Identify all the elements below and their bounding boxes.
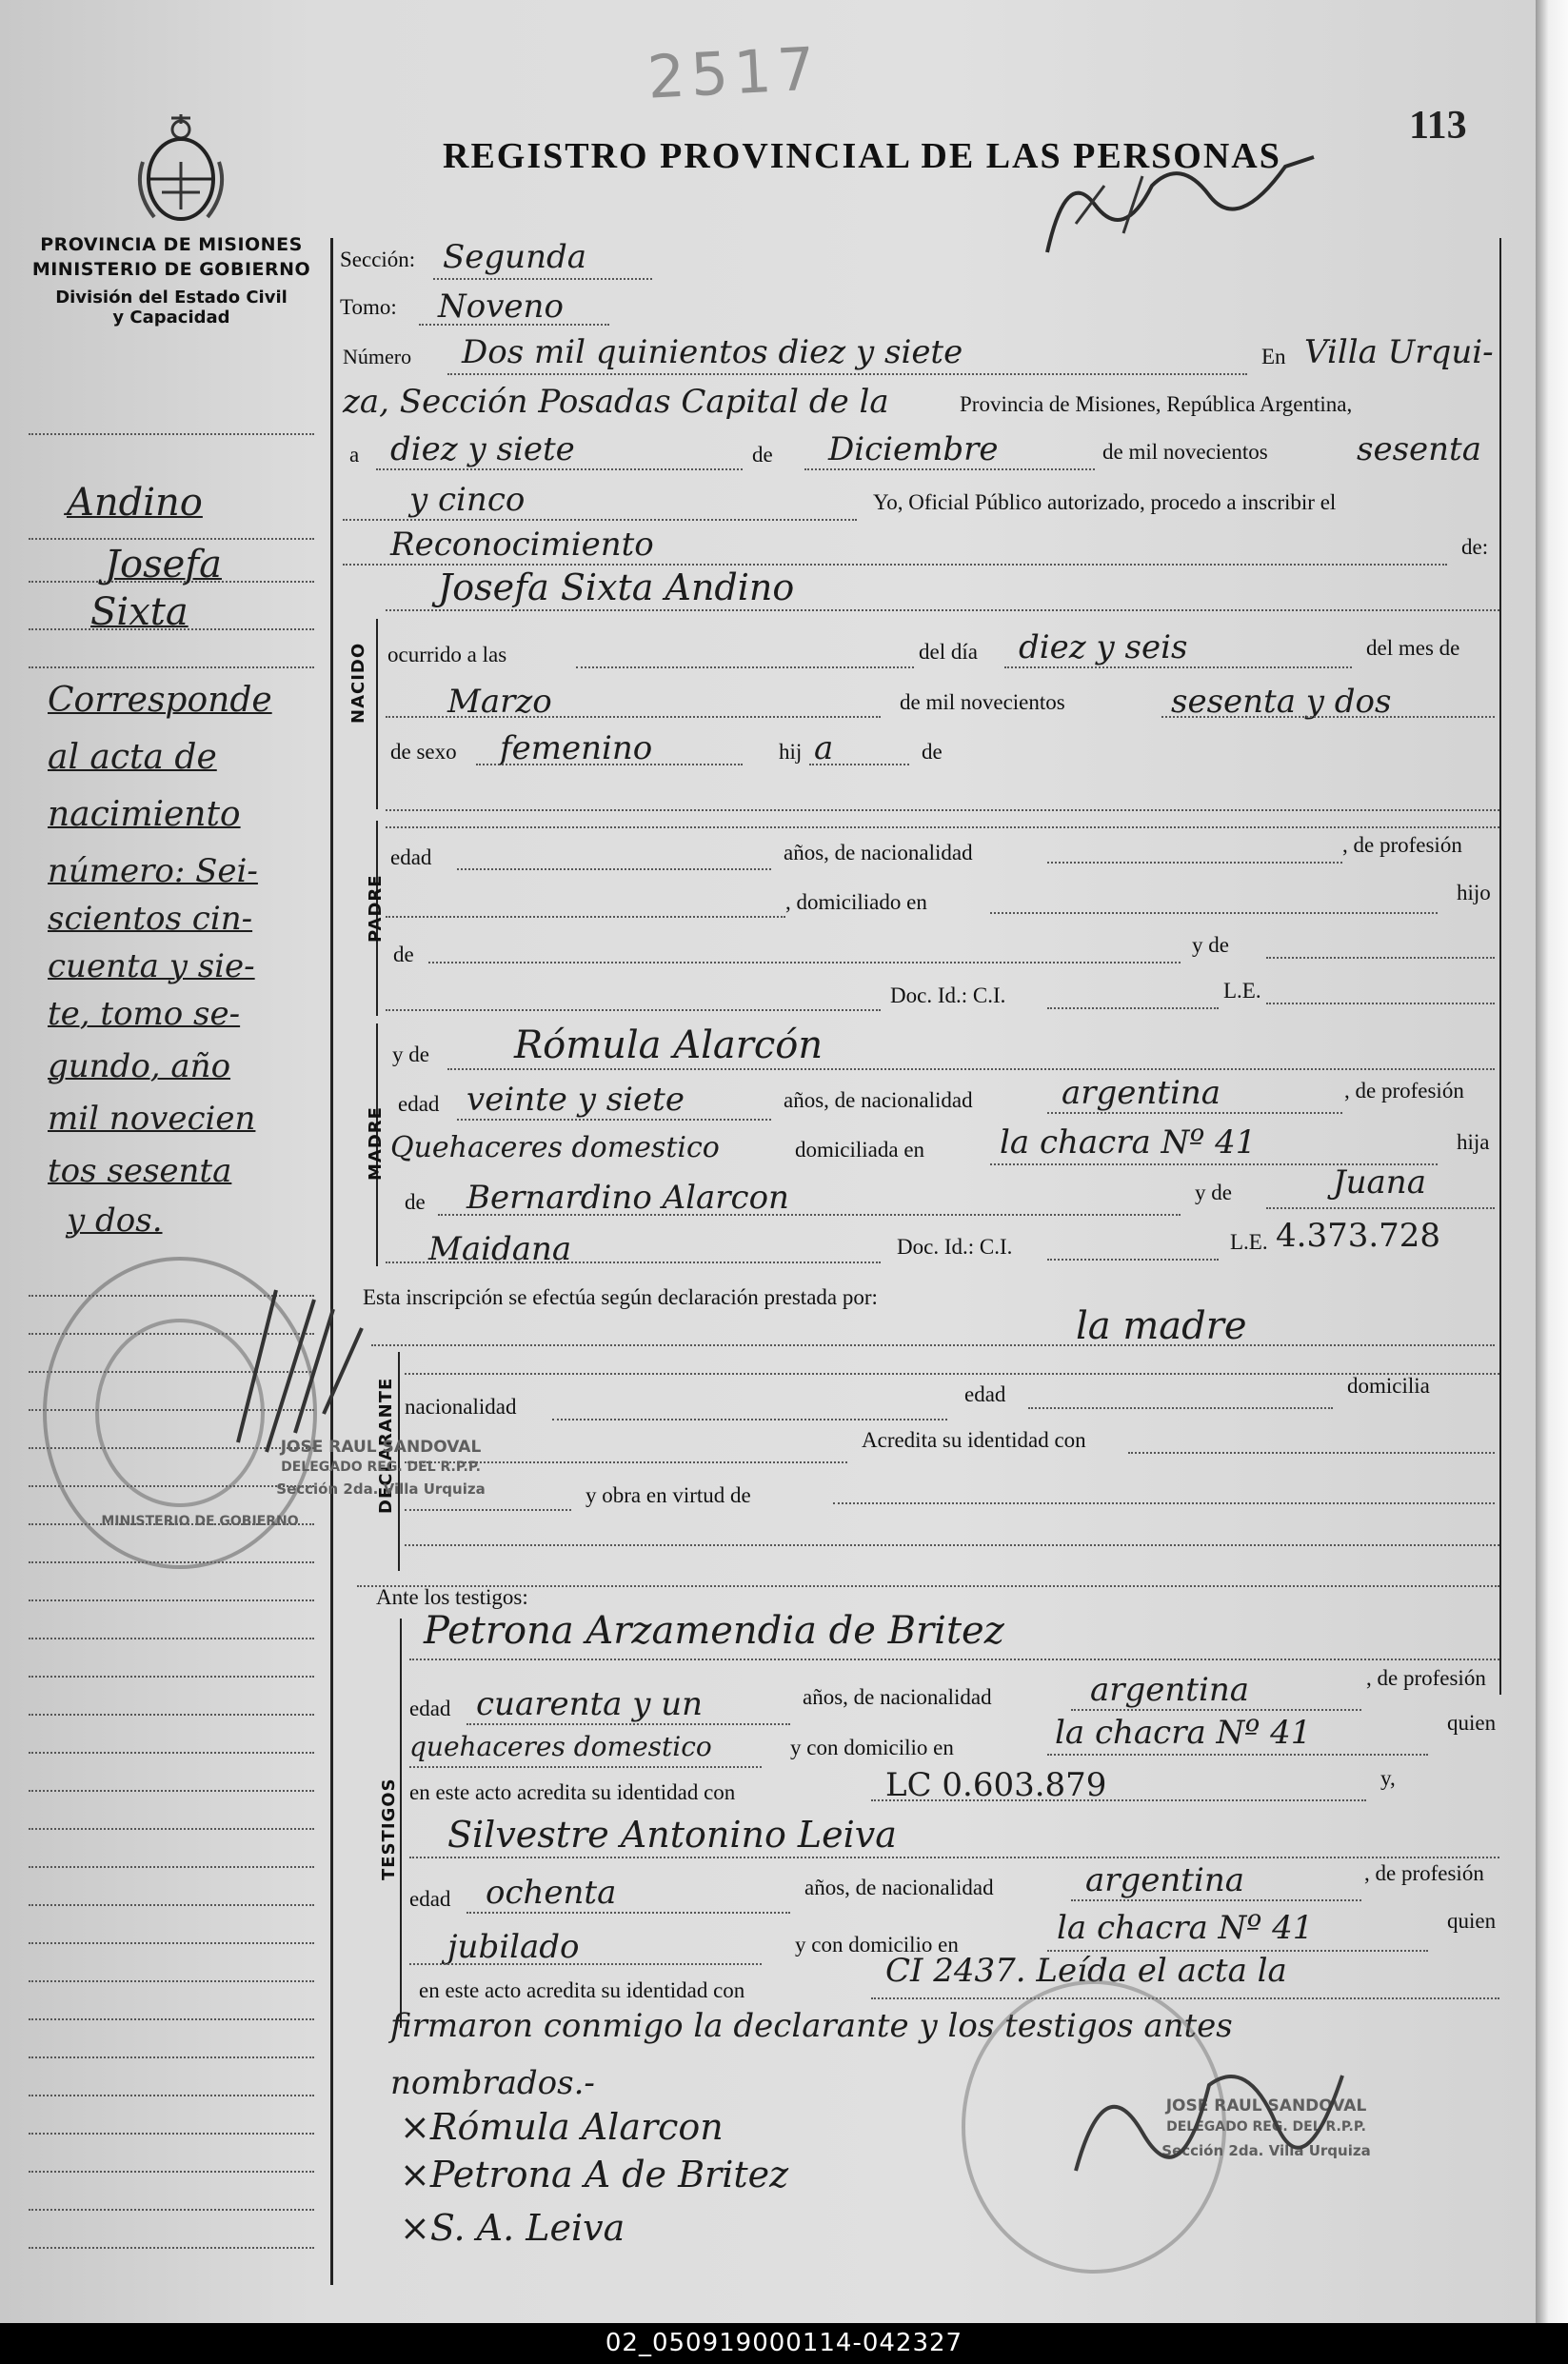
birth-year-value: sesenta y dos — [1171, 683, 1392, 721]
madre-section-label: MADRE — [366, 1106, 386, 1181]
testigo2-profesion: jubilado — [447, 1928, 580, 1966]
ministry-division: División del Estado Civil — [55, 288, 288, 308]
declarante-edad-label: edad — [964, 1382, 1006, 1406]
page-edge-shadow — [1536, 0, 1568, 2323]
mil-novecientos-label: de mil novecientos — [1102, 440, 1268, 464]
madre-le-label: L.E. — [1230, 1230, 1268, 1254]
testigo1-domicilio-label: y con domicilio en — [790, 1736, 954, 1759]
de-colon-label: de: — [1461, 535, 1489, 559]
madre-edad-label: edad — [398, 1092, 440, 1116]
provincia-label: Provincia de Misiones, República Argentina, — [960, 392, 1353, 416]
sexo-value: femenino — [500, 729, 653, 767]
hij-value: a — [814, 729, 834, 767]
margin-note-line-8: gundo, año — [48, 1047, 231, 1085]
declarante-obra-label: y obra en virtud de — [586, 1483, 751, 1507]
scan-id-text: 02_050919000114-042327 — [605, 2329, 963, 2357]
madre-domiciliada-label: domiciliada en — [795, 1138, 925, 1162]
testigo1-profesion-label: , de profesión — [1366, 1666, 1486, 1690]
testigo1-acredita-label: en este acto acredita su identidad con — [409, 1780, 736, 1804]
margin-note-line-4: número: Sei- — [48, 852, 258, 890]
ministry-name: MINISTERIO DE GOBIERNO — [31, 259, 311, 280]
padre-y-de-label: y de — [1192, 933, 1229, 957]
month-value: Diciembre — [828, 430, 999, 468]
birth-mil-label: de mil novecientos — [900, 690, 1065, 714]
margin-note-line-6: cuenta y sie- — [48, 947, 255, 985]
nacido-rule — [376, 619, 378, 809]
year-value-cont: y cinco — [409, 481, 526, 519]
stamp-left-name: JOSE RAUL SANDOVAL — [280, 1438, 482, 1457]
margin-second-name: Sixta — [90, 590, 189, 634]
coat-of-arms-icon — [133, 105, 228, 228]
signature-witness-1: ×Petrona A de Britez — [400, 2154, 789, 2195]
tomo-label: Tomo: — [340, 295, 397, 319]
madre-nombre-value: Rómula Alarcón — [514, 1023, 824, 1067]
numero-value: Dos mil quinientos diez y siete — [462, 333, 963, 371]
sexo-label: de sexo — [390, 740, 457, 764]
testigos-rule — [400, 1619, 402, 2028]
margin-note-line-1: Corresponde — [48, 681, 272, 720]
testigo2-edad-label: edad — [409, 1887, 451, 1911]
ministry-block — [19, 234, 324, 328]
del-mes-label: del mes de — [1366, 636, 1460, 660]
margin-surname: Andino — [67, 481, 203, 525]
closing-line-1: firmaron conmigo la declarante y los testigos antes — [390, 2007, 1233, 2045]
place-line-2: za, Sección Posadas Capital de la — [343, 383, 889, 421]
declarante-acredita-label: Acredita su identidad con — [862, 1428, 1086, 1452]
testigo2-acredita-label: en este acto acredita su identidad con — [419, 1978, 745, 2002]
a-label: a — [349, 443, 360, 467]
testigo1-profesion: quehaceres domestico — [409, 1731, 712, 1762]
madre-doc-label: Doc. Id.: C.I. — [897, 1235, 1013, 1259]
padre-le-label: L.E. — [1223, 979, 1261, 1003]
declarante-nacionalidad-label: nacionalidad — [405, 1395, 517, 1419]
margin-note-line-7: te, tomo se- — [48, 995, 241, 1033]
testigo1-nombre: Petrona Arzamendia de Britez — [424, 1609, 1004, 1653]
acto-value: Reconocimiento — [390, 526, 654, 564]
testigo1-anios-label: años, de nacionalidad — [803, 1685, 992, 1709]
testigo1-y-label: y, — [1380, 1766, 1396, 1790]
madre-de-label: de — [405, 1190, 426, 1214]
page-number: 113 — [1409, 104, 1467, 148]
seal-ministerio-text: MINISTERIO DE GOBIERNO — [101, 1514, 299, 1529]
stamp-left-section: Sección 2da. Villa Urquiza — [276, 1480, 486, 1498]
closing-line-2: nombrados.- — [390, 2064, 595, 2102]
ministry-division-cont: y Capacidad — [112, 308, 230, 328]
hij-de-label: de — [922, 740, 943, 764]
document-title: REGISTRO PROVINCIAL DE LAS PERSONAS — [443, 136, 1281, 176]
madre-y-de2-label: y de — [1195, 1181, 1232, 1204]
testigos-intro-label: Ante los testigos: — [376, 1585, 528, 1609]
ministry-province: PROVINCIA DE MISIONES — [40, 234, 303, 255]
declarante-intro-label: Esta inscripción se efectúa según declaración prestada por: — [363, 1285, 878, 1309]
signature-witness-2: ×S. A. Leiva — [400, 2207, 625, 2249]
madre-padre-value: Bernardino Alarcon — [466, 1179, 789, 1217]
official-signature-left — [219, 1257, 409, 1476]
madre-profesion-value: Quehaceres domestico — [390, 1131, 720, 1164]
testigo2-nacionalidad: argentina — [1085, 1861, 1245, 1899]
birth-day-value: diez y seis — [1019, 628, 1188, 666]
madre-y-de-label: y de — [392, 1043, 429, 1066]
stamp-right-section: Sección 2da. Villa Urquiza — [1161, 2142, 1371, 2159]
padre-profesion-label: , de profesión — [1342, 833, 1462, 857]
testigo2-domicilio-label: y con domicilio en — [795, 1933, 959, 1957]
en-value: Villa Urqui- — [1304, 333, 1494, 371]
testigo2-doc-and-reading: CI 2437. Leída el acta la — [885, 1952, 1287, 1990]
testigo2-quien-label: quien — [1447, 1909, 1497, 1933]
stamp-right-name: JOSE RAUL SANDOVAL — [1165, 2096, 1367, 2116]
madre-profesion-label: , de profesión — [1344, 1079, 1464, 1103]
testigo1-quien-label: quien — [1447, 1711, 1497, 1735]
testigo1-domicilio: la chacra Nº 41 — [1055, 1714, 1312, 1752]
testigo2-domicilio: la chacra Nº 41 — [1057, 1909, 1314, 1947]
testigo2-edad-value: ochenta — [486, 1874, 617, 1912]
birth-month-value: Marzo — [447, 683, 552, 721]
stamp-right-title: DELEGADO REG. DEL R.P.P. — [1166, 2119, 1366, 2135]
madre-edad-value: veinte y siete — [466, 1081, 685, 1119]
margin-first-name: Josefa — [105, 543, 222, 586]
official-signature-top — [1038, 133, 1323, 276]
testigo2-anios-label: años, de nacionalidad — [804, 1876, 994, 1899]
official-signature-bottom — [1066, 2047, 1352, 2180]
testigo1-edad-label: edad — [409, 1697, 451, 1720]
right-column-rule — [1499, 238, 1501, 1695]
pencil-record-number: 2517 — [645, 33, 823, 112]
en-label: En — [1261, 345, 1286, 368]
margin-note-line-11: y dos. — [67, 1202, 163, 1240]
margin-note-line-3: nacimiento — [48, 795, 241, 834]
madre-nacionalidad-value: argentina — [1062, 1074, 1221, 1112]
hij-label: hij — [779, 740, 803, 764]
ocurrido-label: ocurrido a las — [387, 643, 507, 666]
declarante-value: la madre — [1076, 1304, 1247, 1348]
tomo-value: Noveno — [438, 288, 564, 326]
testigo1-doc: LC 0.603.879 — [885, 1766, 1107, 1804]
testigo2-profesion-label: , de profesión — [1364, 1861, 1484, 1885]
testigos-section-label: TESTIGOS — [379, 1778, 399, 1880]
padre-domiciliado-label: , domiciliado en — [785, 890, 927, 914]
testigo2-nombre: Silvestre Antonino Leiva — [447, 1814, 897, 1856]
padre-section-label: PADRE — [366, 874, 386, 943]
nacido-section-label: NACIDO — [348, 642, 368, 724]
madre-anios-label: años, de nacionalidad — [784, 1088, 973, 1112]
oficial-label: Yo, Oficial Público autorizado, procedo a inscribir el — [873, 490, 1337, 514]
de-label: de — [752, 443, 773, 467]
padre-hijo-label: hijo — [1457, 881, 1491, 904]
padre-doc-label: Doc. Id.: C.I. — [890, 983, 1006, 1007]
stamp-left-title: DELEGADO REG. DEL R.P.P. — [281, 1460, 481, 1475]
madre-le-value: 4.373.728 — [1276, 1217, 1441, 1255]
padre-anios-label: años, de nacionalidad — [784, 841, 973, 864]
seccion-label: Sección: — [340, 248, 416, 271]
padre-de-label: de — [393, 943, 414, 966]
madre-domicilio-value: la chacra Nº 41 — [1000, 1123, 1257, 1162]
signature-mother: ×Rómula Alarcon — [400, 2106, 724, 2148]
margin-note-line-2: al acta de — [48, 738, 217, 777]
del-dia-label: del día — [919, 640, 978, 664]
padre-edad-label: edad — [390, 845, 432, 869]
margin-note-line-5: scientos cin- — [48, 900, 253, 938]
seccion-value: Segunda — [443, 238, 587, 276]
declarante-section-label: DECLARANTE — [376, 1377, 396, 1514]
madre-madre-value: Juana — [1333, 1163, 1426, 1202]
testigo1-edad-value: cuarenta y un — [476, 1685, 704, 1723]
numero-label: Número — [343, 345, 412, 368]
margin-note-line-9: mil novecien — [48, 1100, 256, 1138]
madre-hija-label: hija — [1457, 1130, 1490, 1154]
testigo1-nacionalidad: argentina — [1090, 1671, 1250, 1709]
margin-note-line-10: tos sesenta — [48, 1152, 232, 1190]
day-value: diez y siete — [390, 430, 575, 468]
madre-madre-value-cont: Maidana — [428, 1230, 572, 1268]
declarante-domicilia-label: domicilia — [1347, 1374, 1430, 1398]
year-value: sesenta — [1357, 430, 1481, 468]
registered-name: Josefa Sixta Andino — [438, 566, 795, 608]
